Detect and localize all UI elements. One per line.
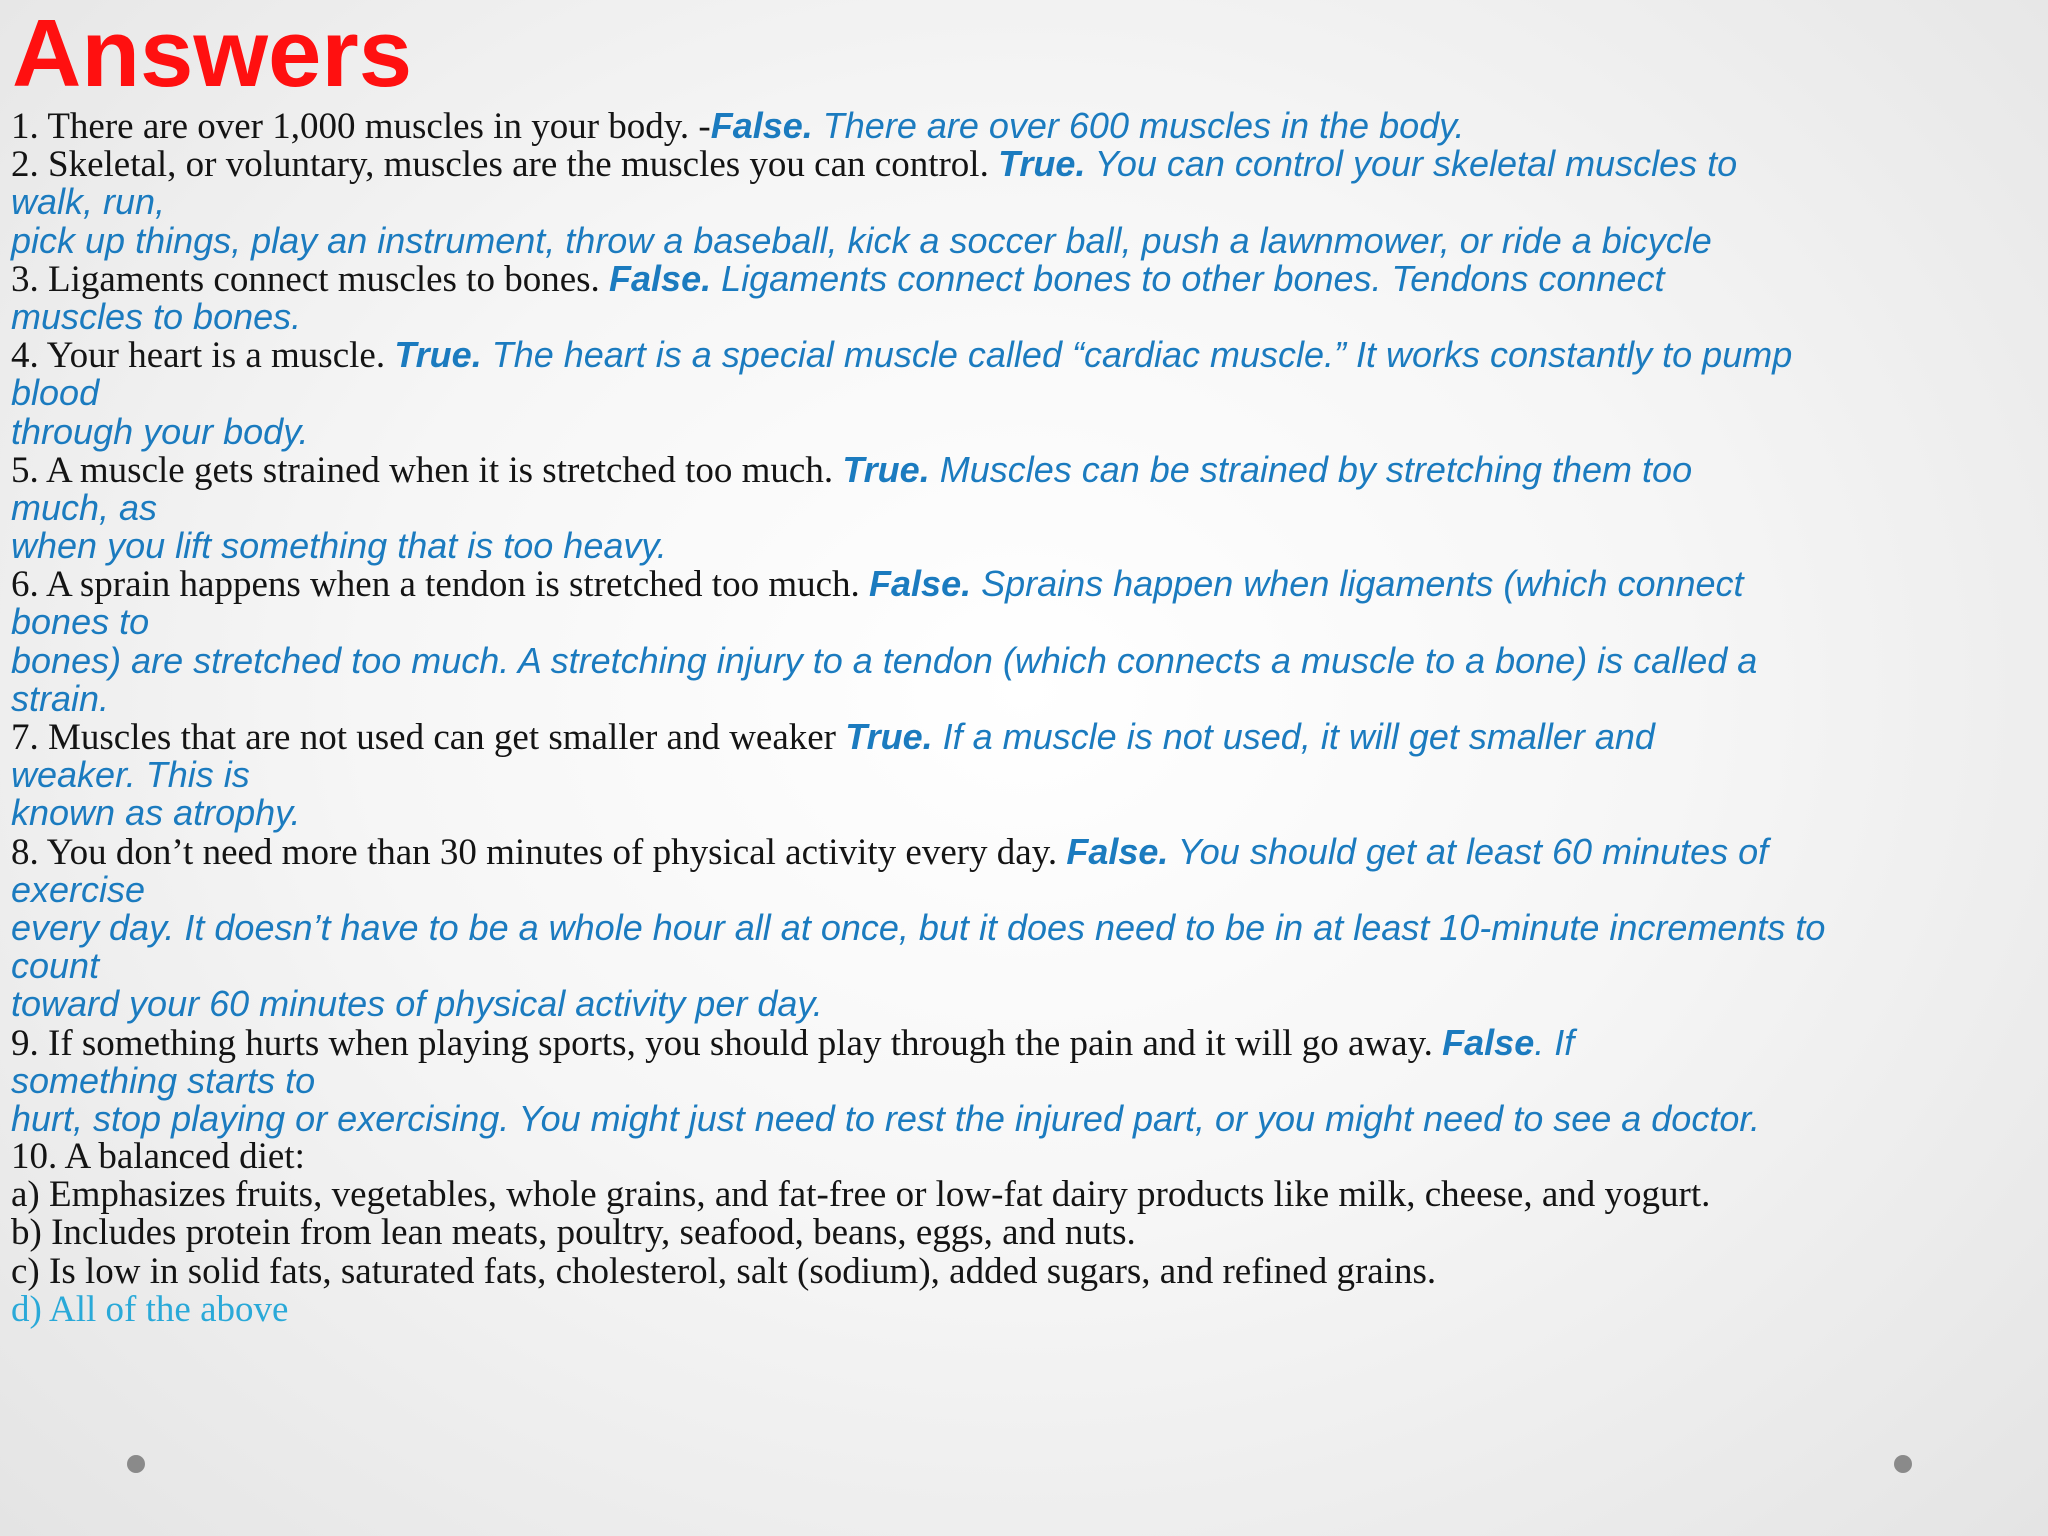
explanation-line <box>11 1097 2041 1139</box>
answer-item-9 <box>11 1021 2041 1064</box>
question-text: 7. Muscles that are not used can get smaller and weaker <box>11 717 846 758</box>
explanation-line <box>11 985 2041 1023</box>
verdict-label: False. <box>869 563 972 605</box>
question-text: 10. A balanced diet: <box>11 1136 305 1178</box>
verdict-label: False. <box>710 105 813 146</box>
option-text: a) Emphasizes fruits, vegetables, whole grains, and fat-free or low-fat dairy products like milk, cheese, and yogurt. <box>11 1174 1711 1216</box>
answer-item-4 <box>11 334 2041 377</box>
explanation-line <box>11 906 2041 948</box>
question-text: 4. Your heart is a muscle. <box>11 335 395 377</box>
explanation-line <box>11 527 2041 565</box>
option-text: b) Includes protein from lean meats, poultry, seafood, beans, eggs, and nuts. <box>11 1212 1136 1254</box>
answer-item-5 <box>11 448 2041 491</box>
answer-item-2 <box>11 143 2041 186</box>
verdict-label: True. <box>394 334 482 376</box>
explanation-line <box>11 295 2041 337</box>
explanation-line <box>11 794 2041 832</box>
answers-list <box>11 107 2041 1329</box>
explanation-text: You should get at least 60 minutes of <box>1168 830 1769 872</box>
answer-item-3 <box>11 257 2041 300</box>
answer-item-1 <box>11 107 2041 145</box>
explanation-line <box>11 183 2041 221</box>
explanation-line <box>11 219 2041 261</box>
explanation-text: blood <box>11 372 100 414</box>
explanation-text: known as atrophy. <box>11 792 301 834</box>
explanation-text: walk, run, <box>11 181 166 223</box>
explanation-text: strain. <box>11 677 110 719</box>
explanation-text: You can control your skeletal muscles to <box>1085 143 1738 185</box>
explanation-text: bones to <box>11 601 150 643</box>
question-text: 3. Ligaments connect muscles to bones. <box>11 258 610 300</box>
answer-item-10 <box>11 1138 2041 1176</box>
question-text: 8. You don’t need more than 30 minutes of physical activity every day. <box>11 831 1067 873</box>
explanation-text: exercise <box>11 868 146 910</box>
explanation-text: when you lift something that is too heavy. <box>11 525 667 567</box>
explanation-line <box>11 410 2041 452</box>
explanation-text: If a muscle is not used, it will get smaller and <box>932 716 1655 757</box>
explanation-text: count <box>11 945 100 987</box>
question-text: 2. Skeletal, or voluntary, muscles are the muscles you can control. <box>11 144 999 186</box>
answer-item-6 <box>11 563 2041 606</box>
answer-item-8 <box>11 830 2041 873</box>
explanation-text: weaker. This is <box>11 754 250 796</box>
option-b <box>11 1214 2041 1252</box>
question-text: 5. A muscle gets strained when it is stretched too much. <box>11 449 843 491</box>
explanation-text: something starts to <box>11 1059 316 1101</box>
explanation-line <box>11 374 2041 412</box>
page-title: Answers <box>12 0 413 107</box>
explanation-text: hurt, stop playing or exercising. You might just need to rest the injured part, or you might need to see a doctor. <box>11 1097 1761 1139</box>
verdict-label: True. <box>998 143 1086 185</box>
explanation-text: . If <box>1534 1021 1575 1063</box>
verdict-label: True. <box>842 448 930 490</box>
explanation-text: The heart is a special muscle called “cardiac muscle.” It works constantly to pump <box>481 334 1793 376</box>
question-text: 1. There are over 1,000 muscles in your body. - <box>11 106 711 147</box>
explanation-line <box>11 868 2041 910</box>
explanation-line <box>11 486 2041 528</box>
option-c <box>11 1250 2041 1292</box>
explanation-line <box>11 756 2041 794</box>
explanation-text: There are over 600 muscles in the body. <box>812 105 1465 146</box>
question-text: 6. A sprain happens when a tendon is stretched too much. <box>11 564 870 606</box>
explanation-text: pick up things, play an instrument, throw a baseball, kick a soccer ball, push a lawnmower, or ride a bicycle <box>11 219 1712 261</box>
explanation-text: Muscles can be strained by stretching them too <box>929 448 1693 490</box>
slide-dot-left-icon <box>127 1455 145 1473</box>
explanation-line <box>11 639 2041 681</box>
explanation-text: muscles to bones. <box>11 295 302 337</box>
explanation-text: toward your 60 minutes of physical activity per day. <box>11 983 823 1025</box>
explanation-text: bones) are stretched too much. A stretching injury to a tendon (which connects a muscle to a bone) is called a <box>11 639 1758 681</box>
explanation-text: much, as <box>11 486 158 528</box>
option-a <box>11 1176 2041 1214</box>
explanation-text: through your body. <box>11 410 309 452</box>
explanation-text: Sprains happen when ligaments (which connect <box>971 563 1744 605</box>
correct-option-text: d) All of the above <box>11 1288 289 1330</box>
slide-dot-right-icon <box>1894 1455 1912 1473</box>
verdict-label: True. <box>845 716 933 757</box>
explanation-line <box>11 603 2041 641</box>
option-text: c) Is low in solid fats, saturated fats, cholesterol, salt (sodium), added sugars, and refined grains. <box>11 1250 1437 1292</box>
question-text: 9. If something hurts when playing sports, you should play through the pain and it will go away. <box>11 1022 1443 1064</box>
explanation-line <box>11 1059 2041 1101</box>
verdict-label: False. <box>609 257 712 299</box>
option-d-correct <box>11 1288 2041 1330</box>
verdict-label: False. <box>1066 830 1169 872</box>
answer-item-7 <box>11 718 2041 756</box>
explanation-text: Ligaments connect bones to other bones. Tendons connect <box>711 257 1665 299</box>
explanation-line <box>11 947 2041 985</box>
explanation-text: every day. It doesn’t have to be a whole hour all at once, but it does need to be in at least 10-minute increments to <box>11 906 1826 948</box>
verdict-label: False <box>1442 1021 1535 1063</box>
explanation-line <box>11 677 2041 719</box>
